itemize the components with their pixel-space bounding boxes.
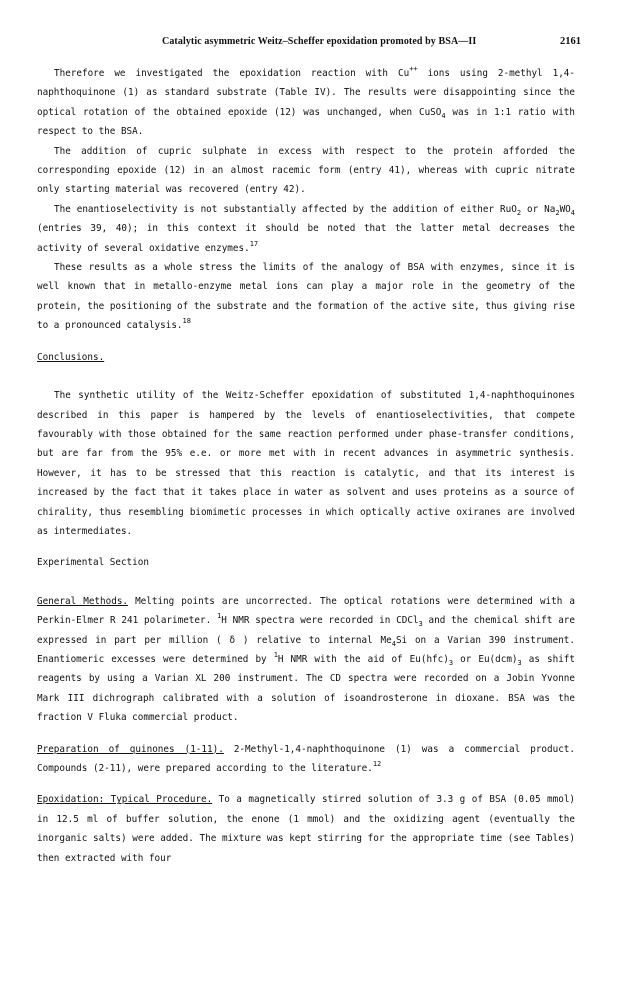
- text-run: 2-Methyl-1,4-naphthoquinone (1) was a commercial product. Compounds (2-11), were prepared according to the literature.: [37, 743, 575, 774]
- subscript: 3: [448, 658, 454, 667]
- citation-superscript: 17: [249, 239, 259, 248]
- citation-superscript: 18: [182, 317, 191, 326]
- subscript: 3: [517, 658, 522, 667]
- experimental-section-heading: Experimental Section: [37, 557, 149, 569]
- spacer: [37, 336, 575, 348]
- superscript: 1: [217, 612, 222, 621]
- page-body: [37, 64, 575, 868]
- text-run: Melting points are uncorrected. The optical rotations were determined with a Perkin-Elmer R 241 polarimeter.: [37, 595, 575, 627]
- page-number: 2161: [560, 36, 581, 47]
- subheading: General Methods.: [37, 595, 129, 607]
- subscript: 2: [555, 208, 560, 217]
- paragraph-limits-of-analogy: [37, 258, 575, 336]
- text-run: H NMR with the aid of Eu(hfc): [277, 653, 449, 665]
- subscript: 2: [516, 208, 522, 217]
- text-run: (entries 39, 40); in this context it should be noted that the latter metal decreases the activity of several oxidative enzymes.: [37, 223, 575, 254]
- spacer: [37, 728, 575, 740]
- spacer: [37, 367, 575, 386]
- text-run: WO: [559, 203, 571, 215]
- running-title: Catalytic asymmetric Weitz–Scheffer epoxidation promoted by BSA—II: [162, 36, 477, 47]
- conclusions-heading: [37, 348, 575, 367]
- page-header: [37, 36, 581, 52]
- paragraph-copper-ions: [37, 64, 575, 142]
- text-run: The enantioselectivity is not substantially affected by the addition of either RuO: [54, 203, 517, 215]
- text-run: as shift reagents by using a Varian XL 200 instrument. The CD spectra were recorded on a Jobin Yvonne Mark III dichrograph calibrated with a solution of isoandrosterone in dioxane. BSA was the fraction V Fluka commercial product.: [37, 653, 575, 724]
- text-run: and the chemical shift are expressed in part per million ( δ ) relative to internal Me: [37, 615, 575, 646]
- citation-superscript: 12: [372, 760, 382, 768]
- text-run: was in 1:1 ratio with respect to the BSA.: [37, 106, 575, 138]
- paragraph-conclusions: The synthetic utility of the Weitz-Scheffer epoxidation of substituted 1,4-naphthoquinones described in this paper is hampered by the levels of enantioselectivities, that compete favourably with those obtained for the same reaction performed under phase-transfer conditions, but are far from the 95% e.e. or more met with in recent advances in asymmetric synthesis. However, it has to be stressed that this reaction is catalytic, and that its interest is increased by the fact that it takes place in water as solvent and uses proteins as a source of chirality, thus resembling biomimetic processes in which optically active oxiranes are involved as intermediates.: [37, 390, 575, 537]
- subscript: 4: [441, 111, 446, 120]
- text-run: These results as a whole stress the limits of the analogy of BSA with enzymes, since it is well known that in metallo-enzyme metal ions can play a major role in the geometry of the protein, the positioning of the substrate and the formation of the active site, thus giving rise to a pronounced catalysis.: [37, 262, 575, 332]
- subheading: Preparation of quinones (1-11).: [37, 743, 224, 755]
- text-run: To a magnetically stirred solution of 3.3 g of BSA (0.05 mmol) in 12.5 ml of buffer solution, the enone (1 mmol) and the oxidizing agent (eventually the inorganic salts) were added. The mixture was kept stirring for the appropriate time (see Tables) then extracted with four: [37, 794, 576, 864]
- text-run: or Na: [521, 203, 556, 215]
- paragraph-epoxidation-procedure: [37, 790, 575, 868]
- spacer: [37, 541, 575, 553]
- subscript: 3: [418, 620, 423, 629]
- paragraph-general-methods: [37, 592, 575, 728]
- spacer: [37, 778, 575, 790]
- subscript: 4: [391, 639, 396, 648]
- paragraph-preparation-of-quinones: [37, 740, 575, 779]
- heading-text: Conclusions.: [37, 351, 105, 363]
- text-run: Si on a Varian 390 instrument. Enantiomeric excesses were determined by: [37, 634, 575, 665]
- text-run: ions using 2-methyl 1,4-naphthoquinone (1) as standard substrate (Table IV). The results were disappointing since the optical rotation of the obtained epoxide (12) was unchanged, when CuSO: [37, 68, 576, 118]
- superscript: 1: [273, 650, 278, 659]
- spacer: [37, 573, 575, 592]
- subscript: 4: [570, 208, 575, 217]
- text-run: or Eu(dcm): [453, 653, 518, 665]
- superscript: ++: [409, 65, 418, 73]
- paragraph-cupric-sulphate: The addition of cupric sulphate in excess with respect to the protein afforded the corresponding epoxide (12) in an almost racemic form (entry 41), whereas with cupric nitrate only starting material was recovered (entry 42).: [37, 145, 575, 196]
- text-run: H NMR spectra were recorded in CDCl: [221, 615, 419, 627]
- subheading: Epoxidation: Typical Procedure.: [37, 794, 213, 806]
- paragraph-enantioselectivity: [37, 200, 575, 258]
- text-run: Therefore we investigated the epoxidation reaction with Cu: [54, 68, 410, 79]
